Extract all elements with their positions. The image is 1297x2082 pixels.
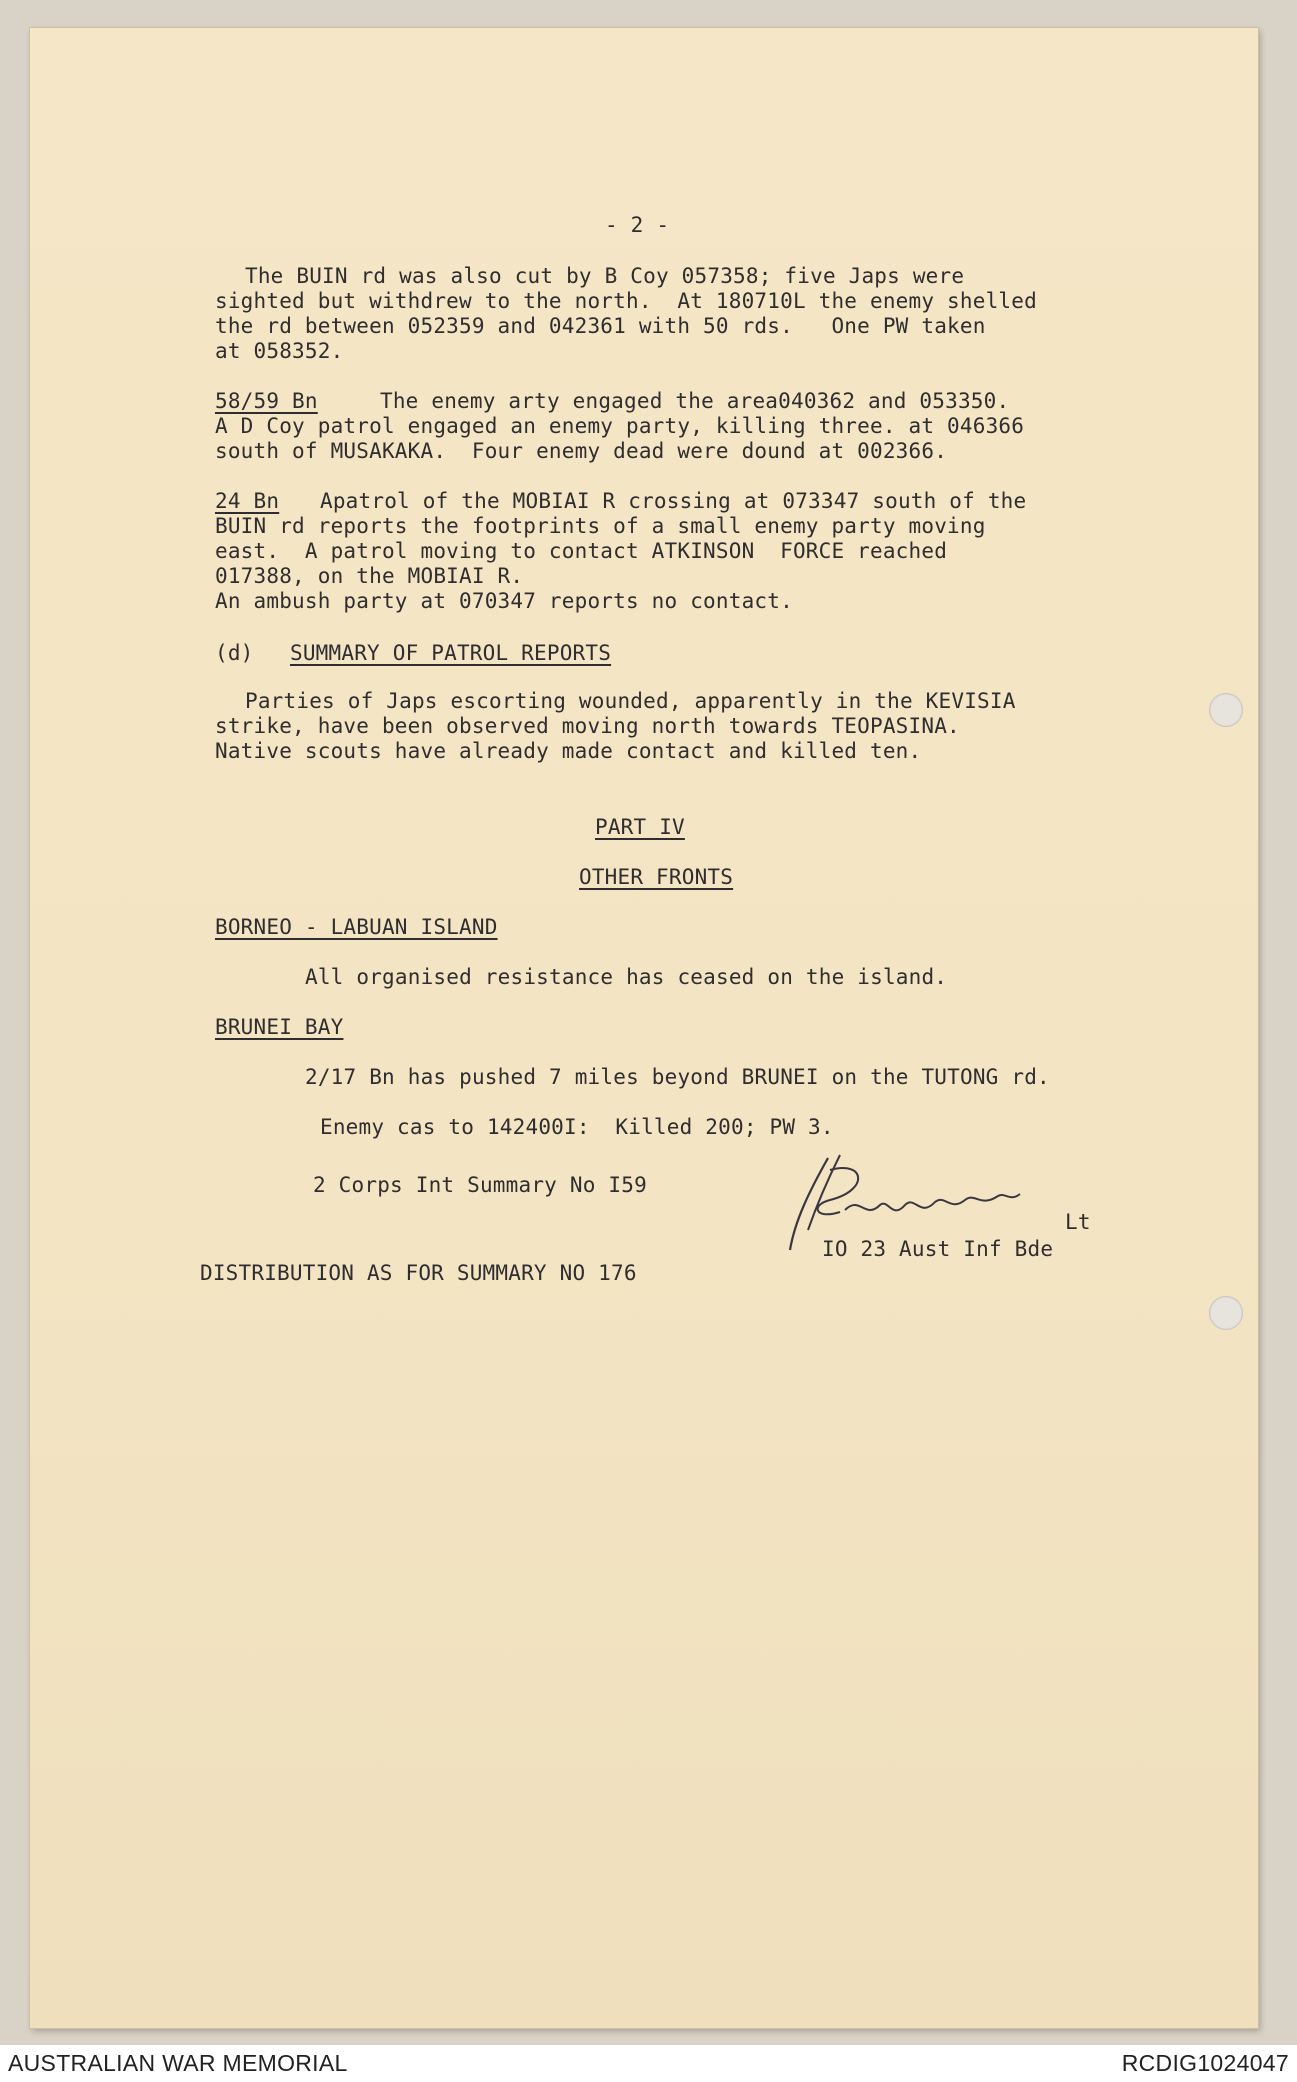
section-heading: 58/59 Bn — [215, 389, 318, 413]
distribution-line: DISTRIBUTION AS FOR SUMMARY NO 176 — [200, 1261, 637, 1285]
page-number: - 2 - — [605, 213, 670, 237]
section-heading: 24 Bn — [215, 489, 280, 513]
text-line: Enemy cas to 142400I: Killed 200; PW 3. — [320, 1115, 834, 1139]
other-fronts-heading: OTHER FRONTS — [579, 865, 734, 889]
part-heading: PART IV — [595, 815, 685, 839]
text-line: An ambush party at 070347 reports no contact. — [215, 589, 793, 613]
text-line: the rd between 052359 and 042361 with 50 rds. One PW taken — [215, 314, 986, 338]
text-line: sighted but withdrew to the north. At 180710L the enemy shelled — [215, 289, 1037, 313]
punch-hole — [1209, 1296, 1243, 1330]
brunei-heading: BRUNEI BAY — [215, 1015, 344, 1039]
corps-summary: 2 Corps Int Summary No I59 — [313, 1173, 647, 1197]
section-label: (d) — [215, 641, 254, 665]
text-line: south of MUSAKAKA. Four enemy dead were dound at 002366. — [215, 439, 948, 463]
text-line: BUIN rd reports the footprints of a small enemy party moving — [215, 514, 986, 538]
signature-title: IO 23 Aust Inf Bde — [822, 1237, 1054, 1261]
text-line: east. A patrol moving to contact ATKINSON FORCE reached — [215, 539, 948, 563]
text-line: A D Coy patrol engaged an enemy party, killing three. at 046366 — [215, 414, 1025, 438]
text-line: Parties of Japs escorting wounded, apparently in the KEVISIA — [245, 689, 1016, 713]
archive-id: RCDIG1024047 — [1121, 2050, 1289, 2076]
signature-rank: Lt — [1065, 1210, 1091, 1234]
text-line: Apatrol of the MOBIAI R crossing at 073347 south of the — [320, 489, 1027, 513]
text-line: The BUIN rd was also cut by B Coy 057358; five Japs were — [245, 264, 965, 288]
text-line: 2/17 Bn has pushed 7 miles beyond BRUNEI on the TUTONG rd. — [305, 1065, 1050, 1089]
text-line: at 058352. — [215, 339, 344, 363]
text-line: The enemy arty engaged the area040362 and 053350. — [380, 389, 1010, 413]
text-line: Native scouts have already made contact and killed ten. — [215, 739, 922, 763]
section-title: SUMMARY OF PATROL REPORTS — [290, 641, 612, 665]
archive-label: AUSTRALIAN WAR MEMORIAL — [8, 2050, 348, 2076]
text-line: All organised resistance has ceased on the island. — [305, 965, 948, 989]
borneo-heading: BORNEO - LABUAN ISLAND — [215, 915, 498, 939]
text-line: 017388, on the MOBIAI R. — [215, 564, 524, 588]
punch-hole — [1209, 693, 1243, 727]
text-line: strike, have been observed moving north towards TEOPASINA. — [215, 714, 960, 738]
